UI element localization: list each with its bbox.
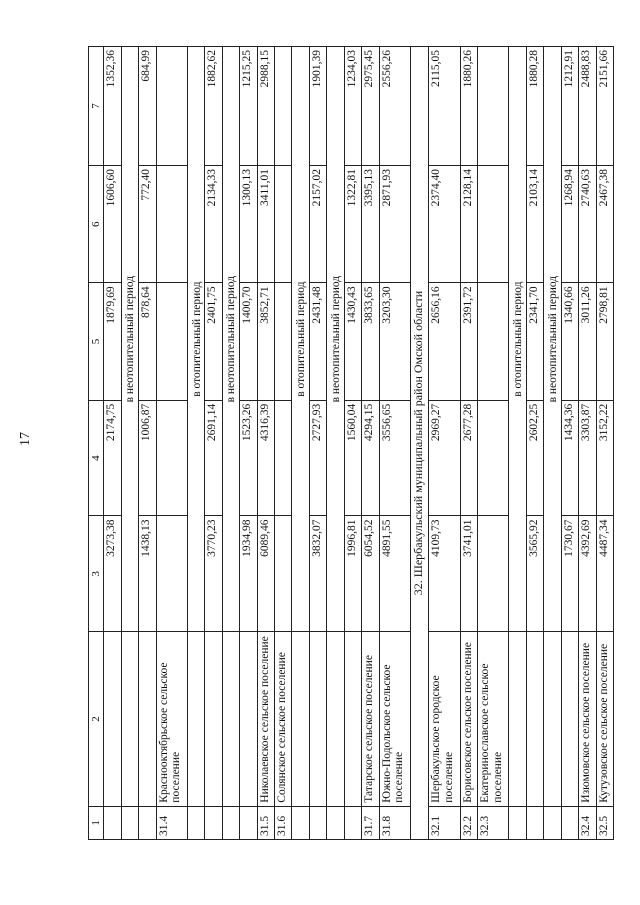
row-index-cell: 31.8 (379, 806, 411, 839)
value-cell: 2134,33 (205, 166, 222, 283)
value-cell: 4109,73 (429, 516, 461, 632)
header-cell: 5 (89, 283, 104, 400)
value-cell: 772,40 (139, 166, 156, 283)
row-name-cell: Борисовское сельское поселение (460, 632, 477, 806)
row-name-cell (561, 632, 578, 806)
value-cell: 1934,98 (240, 516, 257, 632)
value-cell: 2151,66 (596, 47, 613, 166)
empty-cell (121, 632, 138, 806)
value-cell: 1430,43 (344, 283, 361, 400)
value-cell: 1901,39 (309, 47, 326, 166)
table-header-row (89, 47, 104, 840)
value-cell (477, 283, 509, 400)
value-cell: 1400,70 (240, 283, 257, 400)
row-name-cell (240, 632, 257, 806)
value-cell: 3832,07 (309, 516, 326, 632)
empty-cell (544, 632, 561, 806)
table-row (344, 47, 361, 840)
row-index-cell: 32.3 (477, 806, 509, 839)
value-cell: 1879,69 (104, 283, 121, 400)
value-cell: 1340,66 (561, 283, 578, 400)
table-row (139, 47, 156, 840)
row-index-cell (205, 806, 222, 839)
value-cell (275, 283, 292, 400)
value-cell: 2431,48 (309, 283, 326, 400)
rotated-table-container (88, 46, 614, 840)
value-cell: 4294,15 (362, 400, 379, 516)
table-row (156, 47, 188, 840)
header-cell: 3 (89, 516, 104, 632)
value-cell: 2115,05 (429, 47, 461, 166)
empty-cell (327, 806, 344, 839)
value-cell: 878,64 (139, 283, 156, 400)
header-cell: 7 (89, 47, 104, 166)
row-name-cell: Екатеринославское сельское поселение (477, 632, 509, 806)
table-row (379, 47, 411, 840)
value-cell (477, 47, 509, 166)
value-cell: 1730,67 (561, 516, 578, 632)
row-index-cell (104, 806, 121, 839)
row-index-cell: 31.6 (275, 806, 292, 839)
value-cell: 2391,72 (460, 283, 477, 400)
value-cell: 3011,26 (579, 283, 596, 400)
empty-cell (509, 806, 526, 839)
value-cell: 1322,81 (344, 166, 361, 283)
empty-cell (292, 806, 309, 839)
value-cell: 3770,23 (205, 516, 222, 632)
period-row (327, 47, 344, 840)
value-cell: 2341,70 (526, 283, 543, 400)
row-name-cell: Солянское сельское поселение (275, 632, 292, 806)
row-name-cell: Изюмовское сельское поселение (579, 632, 596, 806)
page-number: 17 (18, 432, 33, 446)
value-cell: 1560,04 (344, 400, 361, 516)
value-cell: 3273,38 (104, 516, 121, 632)
period-label-cell: в неотопительный период (222, 47, 239, 632)
row-name-cell: Татарское сельское поселение (362, 632, 379, 806)
empty-cell (509, 632, 526, 806)
value-cell: 2656,16 (429, 283, 461, 400)
value-cell: 3556,65 (379, 400, 411, 516)
value-cell (156, 516, 188, 632)
value-cell (156, 47, 188, 166)
value-cell: 3833,65 (362, 283, 379, 400)
period-label-cell: в отопительный период (188, 47, 205, 632)
row-index-cell: 32.1 (429, 806, 461, 839)
row-index-cell: 32.5 (596, 806, 613, 839)
table-row (579, 47, 596, 840)
row-name-cell (205, 632, 222, 806)
value-cell (275, 166, 292, 283)
value-cell (156, 400, 188, 516)
value-cell: 2157,02 (309, 166, 326, 283)
period-row (292, 47, 309, 840)
value-cell: 2602,25 (526, 400, 543, 516)
period-row (544, 47, 561, 840)
row-index-cell: 31.5 (257, 806, 274, 839)
row-index-cell: 31.7 (362, 806, 379, 839)
row-name-cell: Николаевское сельское поселение (257, 632, 274, 806)
value-cell: 1880,28 (526, 47, 543, 166)
value-cell: 3741,01 (460, 516, 477, 632)
row-index-cell (240, 806, 257, 839)
header-cell: 6 (89, 166, 104, 283)
value-cell: 4891,55 (379, 516, 411, 632)
row-name-cell (526, 632, 543, 806)
period-row (188, 47, 205, 840)
tariff-table (88, 46, 614, 840)
value-cell: 2691,14 (205, 400, 222, 516)
value-cell: 1606,60 (104, 166, 121, 283)
table-body (89, 47, 614, 840)
value-cell: 1434,36 (561, 400, 578, 516)
table-row (205, 47, 222, 840)
header-cell: 2 (89, 632, 104, 806)
row-name-cell: Кутузовское сельское поселение (596, 632, 613, 806)
row-name-cell (344, 632, 361, 806)
period-label-cell: в отопительный период (292, 47, 309, 632)
value-cell (156, 166, 188, 283)
value-cell: 1268,94 (561, 166, 578, 283)
value-cell: 1882,62 (205, 47, 222, 166)
table-row (275, 47, 292, 840)
header-cell: 1 (89, 806, 104, 839)
value-cell: 3852,71 (257, 283, 274, 400)
table-row (526, 47, 543, 840)
value-cell: 1523,26 (240, 400, 257, 516)
value-cell (477, 516, 509, 632)
value-cell: 1438,13 (139, 516, 156, 632)
row-index-cell: 31.4 (156, 806, 188, 839)
section-title-cell: 32. Шербакульский муниципальный район Омской области (411, 47, 429, 840)
value-cell: 4487,34 (596, 516, 613, 632)
row-index-cell (309, 806, 326, 839)
empty-cell (327, 632, 344, 806)
empty-cell (222, 806, 239, 839)
value-cell (275, 47, 292, 166)
table-row (477, 47, 509, 840)
table-row (561, 47, 578, 840)
value-cell: 2174,75 (104, 400, 121, 516)
table-row (362, 47, 379, 840)
value-cell: 2988,15 (257, 47, 274, 166)
row-index-cell (344, 806, 361, 839)
value-cell: 3565,92 (526, 516, 543, 632)
row-name-cell (309, 632, 326, 806)
value-cell: 2677,28 (460, 400, 477, 516)
table-row (104, 47, 121, 840)
value-cell (477, 166, 509, 283)
value-cell: 3203,30 (379, 283, 411, 400)
value-cell: 2488,83 (579, 47, 596, 166)
period-label-cell: в отопительный период (509, 47, 526, 632)
value-cell: 1006,87 (139, 400, 156, 516)
empty-cell (222, 632, 239, 806)
value-cell: 2871,93 (379, 166, 411, 283)
row-index-cell (561, 806, 578, 839)
table-row (429, 47, 461, 840)
value-cell: 4392,69 (579, 516, 596, 632)
row-index-cell (139, 806, 156, 839)
value-cell: 2798,81 (596, 283, 613, 400)
table-row (240, 47, 257, 840)
period-row (222, 47, 239, 840)
row-name-cell: Краснооктябрьское сельское поселение (156, 632, 188, 806)
period-row (509, 47, 526, 840)
row-name-cell: Южно-Подольское сельское поселение (379, 632, 411, 806)
table-row (309, 47, 326, 840)
value-cell: 2467,38 (596, 166, 613, 283)
value-cell: 1234,03 (344, 47, 361, 166)
value-cell: 2556,26 (379, 47, 411, 166)
row-index-cell: 32.2 (460, 806, 477, 839)
empty-cell (121, 806, 138, 839)
value-cell: 6054,52 (362, 516, 379, 632)
table-row (257, 47, 274, 840)
empty-cell (188, 632, 205, 806)
row-name-cell: Шербакульское городское поселение (429, 632, 461, 806)
value-cell: 1212,91 (561, 47, 578, 166)
section-row (411, 47, 429, 840)
table-row (596, 47, 613, 840)
header-cell: 4 (89, 400, 104, 516)
value-cell: 1880,26 (460, 47, 477, 166)
value-cell: 2103,14 (526, 166, 543, 283)
value-cell: 2401,75 (205, 283, 222, 400)
table-row (460, 47, 477, 840)
value-cell: 3152,22 (596, 400, 613, 516)
value-cell: 1300,13 (240, 166, 257, 283)
row-index-cell: 32.4 (579, 806, 596, 839)
value-cell: 3303,87 (579, 400, 596, 516)
period-label-cell: в неотопительный период (327, 47, 344, 632)
value-cell: 1996,81 (344, 516, 361, 632)
value-cell: 1352,36 (104, 47, 121, 166)
row-index-cell (526, 806, 543, 839)
value-cell: 2374,40 (429, 166, 461, 283)
row-name-cell (139, 632, 156, 806)
value-cell: 3411,01 (257, 166, 274, 283)
value-cell: 2740,63 (579, 166, 596, 283)
empty-cell (188, 806, 205, 839)
period-label-cell: в неотопительный период (544, 47, 561, 632)
value-cell: 2975,45 (362, 47, 379, 166)
value-cell: 3395,13 (362, 166, 379, 283)
period-label-cell: в неотопительный период (121, 47, 138, 632)
value-cell: 684,99 (139, 47, 156, 166)
row-name-cell (104, 632, 121, 806)
value-cell: 2969,27 (429, 400, 461, 516)
empty-cell (292, 632, 309, 806)
value-cell (275, 516, 292, 632)
value-cell: 2727,93 (309, 400, 326, 516)
value-cell: 1215,25 (240, 47, 257, 166)
empty-cell (544, 806, 561, 839)
value-cell (156, 283, 188, 400)
value-cell: 6089,46 (257, 516, 274, 632)
value-cell (477, 400, 509, 516)
period-row (121, 47, 138, 840)
value-cell: 2128,14 (460, 166, 477, 283)
value-cell (275, 400, 292, 516)
value-cell: 4316,39 (257, 400, 274, 516)
